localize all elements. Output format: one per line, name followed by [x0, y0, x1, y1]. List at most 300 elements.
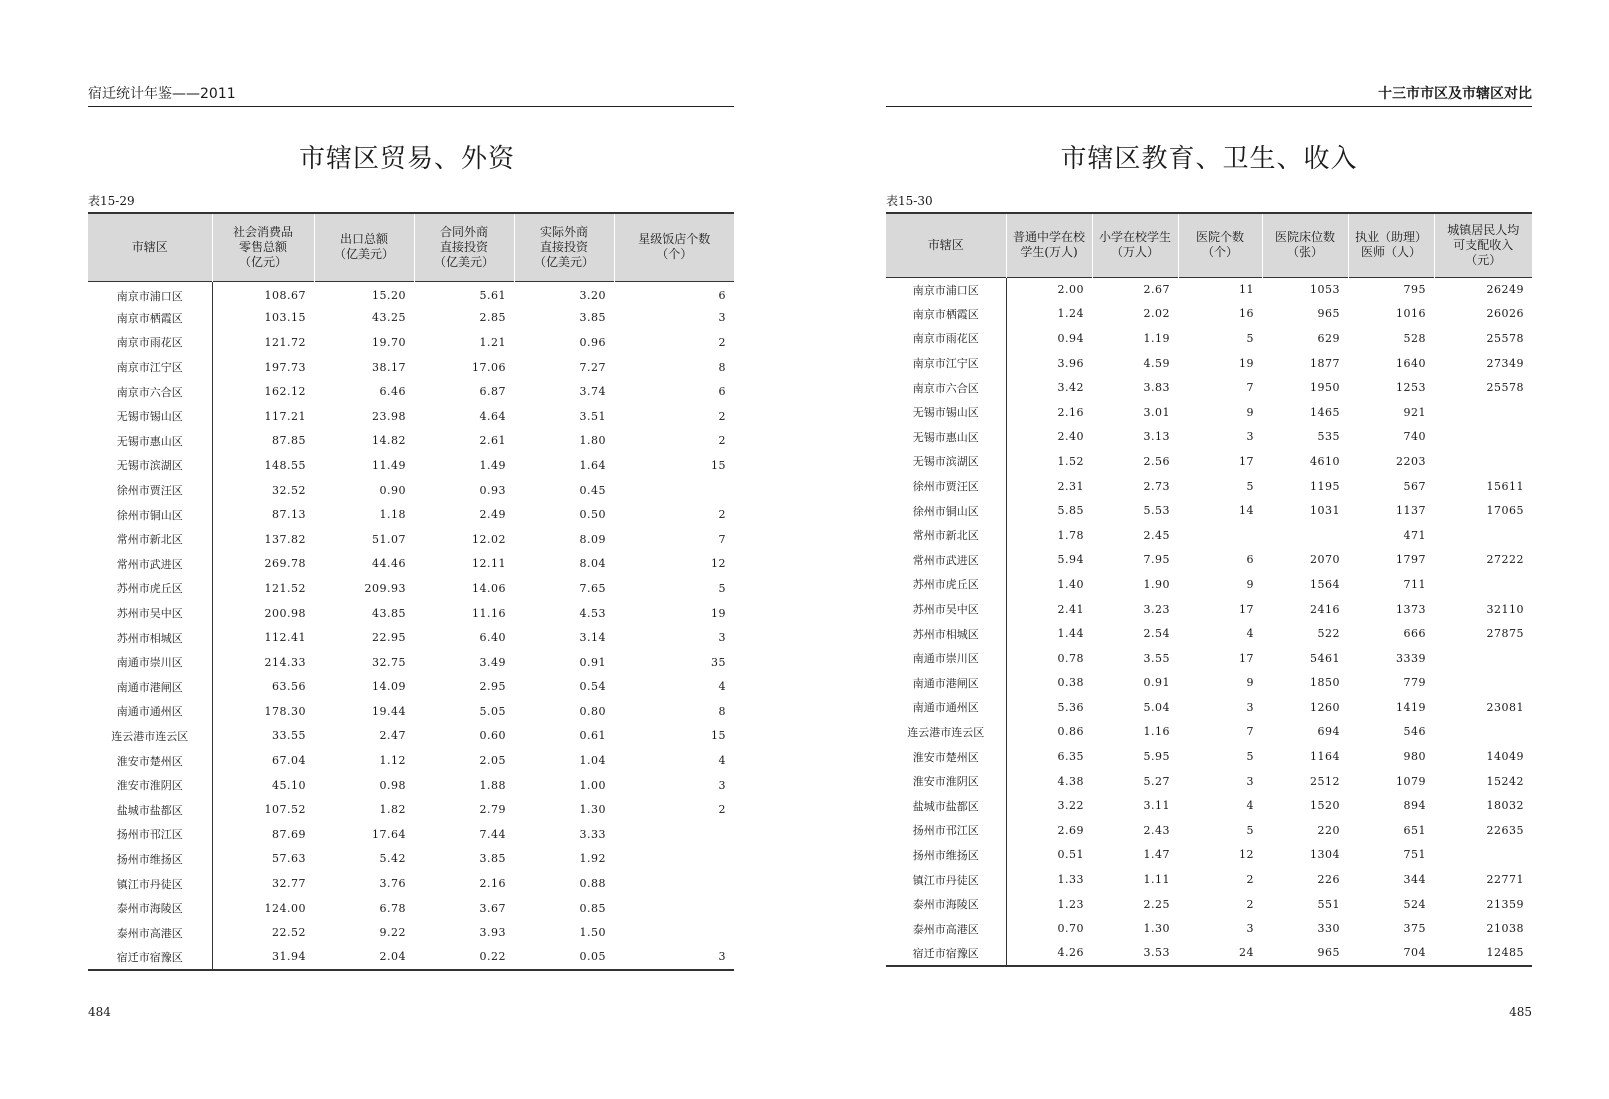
table-row [886, 646, 1532, 671]
value-cell: 965 [1317, 307, 1340, 321]
value-cell: 3.14 [579, 631, 606, 645]
value-cell: 14.82 [372, 434, 406, 448]
table-row [88, 650, 734, 675]
column-header-line: 实际外商 [539, 224, 588, 239]
value-cell [1434, 646, 1532, 671]
region-cell: 徐州市铜山区 [886, 498, 1006, 523]
value-cell: 1.82 [379, 803, 406, 817]
value-cell: 3.20 [579, 289, 606, 303]
region-cell: 南通市港闸区 [88, 675, 212, 700]
value-cell: 35 [711, 655, 726, 669]
value-cell: 2.05 [479, 754, 506, 768]
table-row [886, 867, 1532, 892]
table-row [88, 625, 734, 650]
value-cell: 15 [711, 458, 726, 472]
region-cell: 南通市通州区 [886, 695, 1006, 720]
column-header-line: 可支配收入 [1453, 237, 1514, 252]
value-cell: 87.85 [272, 434, 306, 448]
value-cell: 200.98 [264, 606, 306, 620]
value-cell: 2.61 [479, 434, 506, 448]
column-header-line: 星级饭店个数 [638, 232, 711, 247]
table-row [88, 502, 734, 527]
column-header [886, 213, 1006, 277]
value-cell: 1195 [1310, 479, 1340, 493]
value-cell [614, 871, 734, 896]
value-cell: 3.01 [1143, 405, 1170, 419]
table-row [886, 941, 1532, 966]
value-cell: 121.52 [264, 581, 306, 595]
value-cell: 117.21 [264, 409, 306, 423]
region-cell: 苏州市相城区 [88, 625, 212, 650]
value-cell: 3 [1246, 922, 1254, 936]
value-cell: 19.70 [372, 335, 406, 349]
value-cell: 0.45 [579, 483, 606, 497]
value-cell: 1.64 [579, 458, 606, 472]
right-page [804, 0, 1609, 1099]
region-cell: 南通市港闸区 [886, 671, 1006, 696]
region-cell: 无锡市锡山区 [886, 400, 1006, 425]
table-row [886, 916, 1532, 941]
table-row [88, 330, 734, 355]
value-cell: 15242 [1486, 774, 1524, 788]
value-cell: 980 [1403, 750, 1426, 764]
value-cell: 67.04 [272, 754, 306, 768]
table-row [88, 896, 734, 921]
value-cell: 1137 [1396, 504, 1426, 518]
value-cell: 471 [1403, 528, 1426, 542]
value-cell: 4610 [1310, 454, 1340, 468]
value-cell: 2.85 [479, 311, 506, 325]
value-cell: 2 [718, 434, 726, 448]
value-cell: 32.52 [272, 483, 306, 497]
value-cell: 5.36 [1057, 700, 1084, 714]
value-cell: 108.67 [264, 289, 306, 303]
table-row [886, 744, 1532, 769]
value-cell: 0.94 [1057, 331, 1084, 345]
value-cell: 2.67 [1143, 283, 1170, 297]
value-cell: 666 [1403, 627, 1426, 641]
table-row [88, 797, 734, 822]
table-row [886, 523, 1532, 548]
value-cell: 5 [718, 581, 726, 595]
value-cell: 5.94 [1057, 553, 1084, 567]
value-cell: 2.16 [1057, 405, 1084, 419]
value-cell: 1.24 [1057, 307, 1084, 321]
value-cell: 1.33 [1057, 873, 1084, 887]
table-row [88, 379, 734, 404]
region-cell: 无锡市锡山区 [88, 404, 212, 429]
value-cell: 6 [718, 289, 726, 303]
value-cell: 3.55 [1143, 651, 1170, 665]
value-cell: 11.49 [372, 458, 406, 472]
region-cell: 淮安市楚州区 [886, 744, 1006, 769]
region-cell: 淮安市楚州区 [88, 748, 212, 773]
table-row [886, 793, 1532, 818]
value-cell: 38.17 [372, 360, 406, 374]
value-cell: 220 [1317, 823, 1340, 837]
table-row [886, 498, 1532, 523]
value-cell: 3.53 [1143, 946, 1170, 960]
table-row [886, 277, 1532, 302]
column-header-line: （亿美元） [533, 254, 594, 269]
value-cell: 1.30 [579, 803, 606, 817]
column-header [88, 213, 212, 281]
value-cell: 1304 [1310, 848, 1340, 862]
value-cell [1434, 671, 1532, 696]
value-cell: 1.52 [1057, 454, 1084, 468]
table-row [88, 429, 734, 454]
value-cell: 1.50 [579, 926, 606, 940]
value-cell: 0.38 [1057, 676, 1084, 690]
value-cell: 3339 [1396, 651, 1426, 665]
value-cell: 740 [1403, 430, 1426, 444]
value-cell [614, 822, 734, 847]
table-row [886, 400, 1532, 425]
value-cell: 43.25 [372, 311, 406, 325]
value-cell: 1.12 [379, 754, 406, 768]
value-cell: 3.76 [379, 877, 406, 891]
value-cell [1178, 523, 1262, 548]
value-cell: 0.88 [579, 877, 606, 891]
value-cell: 44.46 [372, 557, 406, 571]
value-cell: 3.22 [1057, 799, 1084, 813]
region-cell: 徐州市铜山区 [88, 502, 212, 527]
value-cell: 1.23 [1057, 897, 1084, 911]
value-cell: 3.67 [479, 901, 506, 915]
region-cell: 常州市新北区 [886, 523, 1006, 548]
page-number: 485 [1509, 1005, 1532, 1019]
value-cell: 148.55 [264, 458, 306, 472]
value-cell: 1253 [1396, 381, 1426, 395]
value-cell: 226 [1317, 873, 1340, 887]
value-cell: 1053 [1310, 283, 1340, 297]
value-cell: 1164 [1310, 750, 1340, 764]
region-cell: 扬州市邗江区 [886, 818, 1006, 843]
value-cell: 1564 [1310, 577, 1340, 591]
value-cell: 1.90 [1143, 577, 1170, 591]
region-cell: 南京市浦口区 [886, 277, 1006, 302]
value-cell: 7 [1246, 381, 1254, 395]
table-row [88, 748, 734, 773]
value-cell: 124.00 [264, 901, 306, 915]
value-cell: 12 [1239, 848, 1254, 862]
value-cell: 18032 [1486, 799, 1524, 813]
value-cell: 5.85 [1057, 504, 1084, 518]
table-row [88, 404, 734, 429]
table-row [88, 576, 734, 601]
region-cell: 盐城市盐都区 [88, 797, 212, 822]
value-cell: 5461 [1310, 651, 1340, 665]
value-cell [1434, 843, 1532, 868]
value-cell: 1.00 [579, 778, 606, 792]
value-cell: 0.70 [1057, 922, 1084, 936]
value-cell: 3.49 [479, 655, 506, 669]
value-cell: 121.72 [264, 335, 306, 349]
value-cell: 5 [1246, 331, 1254, 345]
column-header-line: （张） [1286, 245, 1323, 260]
table-row [886, 425, 1532, 450]
column-header [614, 213, 734, 281]
table-row [88, 478, 734, 503]
table-row [886, 818, 1532, 843]
value-cell: 12.11 [472, 557, 506, 571]
value-cell: 8.09 [579, 532, 606, 546]
value-cell: 12 [711, 557, 726, 571]
value-cell: 6.87 [479, 385, 506, 399]
value-cell [1434, 400, 1532, 425]
region-cell: 常州市武进区 [886, 548, 1006, 573]
value-cell: 26026 [1486, 307, 1524, 321]
education-health-income-table [886, 212, 1532, 967]
value-cell: 8 [718, 704, 726, 718]
column-header-line: 直接投资 [439, 239, 488, 254]
value-cell: 27222 [1486, 553, 1524, 567]
value-cell: 2 [718, 409, 726, 423]
column-header-line: （亿美元） [433, 254, 494, 269]
value-cell: 4.26 [1057, 946, 1084, 960]
region-cell: 扬州市维扬区 [88, 847, 212, 872]
value-cell: 546 [1403, 725, 1426, 739]
value-cell [1434, 449, 1532, 474]
value-cell: 8.04 [579, 557, 606, 571]
value-cell: 23.98 [372, 409, 406, 423]
value-cell: 330 [1317, 922, 1340, 936]
value-cell: 27875 [1486, 627, 1524, 641]
value-cell: 7.44 [479, 827, 506, 841]
table-row [88, 527, 734, 552]
table-row [88, 724, 734, 749]
value-cell: 178.30 [264, 704, 306, 718]
column-header-line: 市辖区 [131, 239, 168, 254]
value-cell: 15.20 [372, 289, 406, 303]
value-cell: 1260 [1310, 700, 1340, 714]
region-cell: 无锡市惠山区 [88, 429, 212, 454]
value-cell: 1.16 [1143, 725, 1170, 739]
value-cell: 2.43 [1143, 823, 1170, 837]
column-header [314, 213, 414, 281]
column-header [1178, 213, 1262, 277]
value-cell: 375 [1403, 922, 1426, 936]
value-cell: 2 [1246, 873, 1254, 887]
value-cell: 14049 [1486, 750, 1524, 764]
value-cell: 137.82 [264, 532, 306, 546]
column-header [1092, 213, 1178, 277]
table-row [88, 306, 734, 331]
running-head: 十三市市区及市辖区对比 [886, 84, 1532, 107]
value-cell: 26249 [1486, 283, 1524, 297]
column-header [212, 213, 314, 281]
column-header [1434, 213, 1532, 277]
region-cell: 南通市崇川区 [88, 650, 212, 675]
column-header [514, 213, 614, 281]
value-cell: 921 [1403, 405, 1426, 419]
value-cell: 704 [1403, 946, 1426, 960]
value-cell: 6.40 [479, 631, 506, 645]
value-cell: 17.06 [472, 360, 506, 374]
table-row [88, 871, 734, 896]
value-cell: 6.35 [1057, 750, 1084, 764]
column-header-line: 医院个数 [1195, 230, 1244, 245]
page-title: 市辖区教育、卫生、收入 [1060, 144, 1358, 174]
value-cell: 1373 [1396, 602, 1426, 616]
table-row [88, 699, 734, 724]
region-cell: 南京市江宁区 [886, 351, 1006, 376]
value-cell: 14.09 [372, 680, 406, 694]
value-cell: 107.52 [264, 803, 306, 817]
region-cell: 南京市栖霞区 [886, 302, 1006, 327]
value-cell: 31.94 [272, 950, 306, 964]
column-header-line: （亿美元） [333, 247, 394, 262]
left-page [0, 0, 804, 1099]
value-cell: 9 [1246, 405, 1254, 419]
value-cell: 965 [1317, 946, 1340, 960]
value-cell: 0.86 [1057, 725, 1084, 739]
value-cell: 1797 [1396, 553, 1426, 567]
value-cell: 0.61 [579, 729, 606, 743]
value-cell [614, 896, 734, 921]
region-cell: 常州市新北区 [88, 527, 212, 552]
value-cell: 2.79 [479, 803, 506, 817]
value-cell: 2.16 [479, 877, 506, 891]
value-cell: 33.55 [272, 729, 306, 743]
table-label: 表15-29 [88, 194, 135, 208]
value-cell: 1520 [1310, 799, 1340, 813]
value-cell: 0.85 [579, 901, 606, 915]
value-cell: 5.05 [479, 704, 506, 718]
region-cell: 苏州市虎丘区 [88, 576, 212, 601]
value-cell: 6.46 [379, 385, 406, 399]
value-cell: 0.54 [579, 680, 606, 694]
value-cell: 27349 [1486, 356, 1524, 370]
value-cell: 7 [1246, 725, 1254, 739]
column-header [1262, 213, 1348, 277]
value-cell: 0.60 [479, 729, 506, 743]
value-cell: 209.93 [364, 581, 406, 595]
value-cell: 16 [1239, 307, 1254, 321]
value-cell: 6 [718, 385, 726, 399]
value-cell: 4 [1246, 799, 1254, 813]
table-header-row [88, 213, 734, 281]
table-row [886, 769, 1532, 794]
table-row [88, 920, 734, 945]
value-cell: 19 [1239, 356, 1254, 370]
region-cell: 苏州市吴中区 [88, 601, 212, 626]
value-cell: 12485 [1486, 946, 1524, 960]
value-cell: 5.04 [1143, 700, 1170, 714]
value-cell: 3 [1246, 774, 1254, 788]
value-cell: 21359 [1486, 897, 1524, 911]
region-cell: 连云港市连云区 [886, 720, 1006, 745]
table-row [88, 355, 734, 380]
column-header-line: 社会消费品 [232, 224, 293, 239]
region-cell: 南京市江宁区 [88, 355, 212, 380]
value-cell: 25578 [1486, 381, 1524, 395]
column-header [1348, 213, 1434, 277]
value-cell: 751 [1403, 848, 1426, 862]
value-cell: 19.44 [372, 704, 406, 718]
region-cell: 南京市六合区 [886, 375, 1006, 400]
value-cell: 32110 [1486, 602, 1524, 616]
value-cell: 4.59 [1143, 356, 1170, 370]
value-cell: 524 [1403, 897, 1426, 911]
value-cell: 2.00 [1057, 283, 1084, 297]
region-cell: 扬州市邗江区 [88, 822, 212, 847]
value-cell: 2.47 [379, 729, 406, 743]
value-cell: 17 [1239, 454, 1254, 468]
value-cell: 11.16 [472, 606, 506, 620]
page-number: 484 [88, 1005, 111, 1019]
value-cell: 112.41 [264, 631, 306, 645]
value-cell: 1.30 [1143, 922, 1170, 936]
region-cell: 南通市崇川区 [886, 646, 1006, 671]
region-cell: 镇江市丹徒区 [886, 867, 1006, 892]
column-header-line: 直接投资 [539, 239, 588, 254]
region-cell: 苏州市虎丘区 [886, 572, 1006, 597]
value-cell: 4.38 [1057, 774, 1084, 788]
value-cell: 3.11 [1143, 799, 1170, 813]
value-cell: 1016 [1396, 307, 1426, 321]
value-cell: 4 [718, 754, 726, 768]
region-cell: 淮安市淮阴区 [886, 769, 1006, 794]
page-title: 市辖区贸易、外资 [298, 144, 515, 174]
region-cell: 无锡市惠山区 [886, 425, 1006, 450]
value-cell: 4.64 [479, 409, 506, 423]
value-cell: 22.95 [372, 631, 406, 645]
region-cell: 南通市通州区 [88, 699, 212, 724]
table-row [88, 281, 734, 306]
value-cell: 43.85 [372, 606, 406, 620]
table-row [88, 847, 734, 872]
value-cell: 32.77 [272, 877, 306, 891]
value-cell: 15611 [1486, 479, 1524, 493]
value-cell: 0.78 [1057, 651, 1084, 665]
table-row [88, 945, 734, 970]
value-cell: 3.85 [479, 852, 506, 866]
value-cell: 0.51 [1057, 848, 1084, 862]
value-cell: 3 [718, 950, 726, 964]
value-cell: 1877 [1310, 356, 1340, 370]
value-cell: 0.50 [579, 508, 606, 522]
column-header-line: 城镇居民人均 [1447, 222, 1520, 237]
column-header [1006, 213, 1092, 277]
value-cell: 17065 [1486, 504, 1524, 518]
region-cell: 南京市浦口区 [88, 281, 212, 306]
region-cell: 常州市武进区 [88, 552, 212, 577]
value-cell: 1.44 [1057, 627, 1084, 641]
table-row [88, 552, 734, 577]
value-cell: 2.41 [1057, 602, 1084, 616]
value-cell: 87.69 [272, 827, 306, 841]
value-cell: 1.92 [579, 852, 606, 866]
value-cell: 1465 [1310, 405, 1340, 419]
value-cell: 0.05 [579, 950, 606, 964]
value-cell [1434, 720, 1532, 745]
value-cell: 0.96 [579, 335, 606, 349]
column-header-line: 零售总额 [238, 239, 287, 254]
value-cell: 5.95 [1143, 750, 1170, 764]
region-cell: 宿迁市宿豫区 [88, 945, 212, 970]
value-cell: 344 [1403, 873, 1426, 887]
value-cell: 14.06 [472, 581, 506, 595]
value-cell: 9 [1246, 676, 1254, 690]
value-cell: 0.22 [479, 950, 506, 964]
value-cell: 17.64 [372, 827, 406, 841]
value-cell: 2203 [1396, 454, 1426, 468]
table-row [886, 375, 1532, 400]
value-cell: 1.11 [1143, 873, 1170, 887]
value-cell: 6.78 [379, 901, 406, 915]
value-cell: 1419 [1396, 700, 1426, 714]
